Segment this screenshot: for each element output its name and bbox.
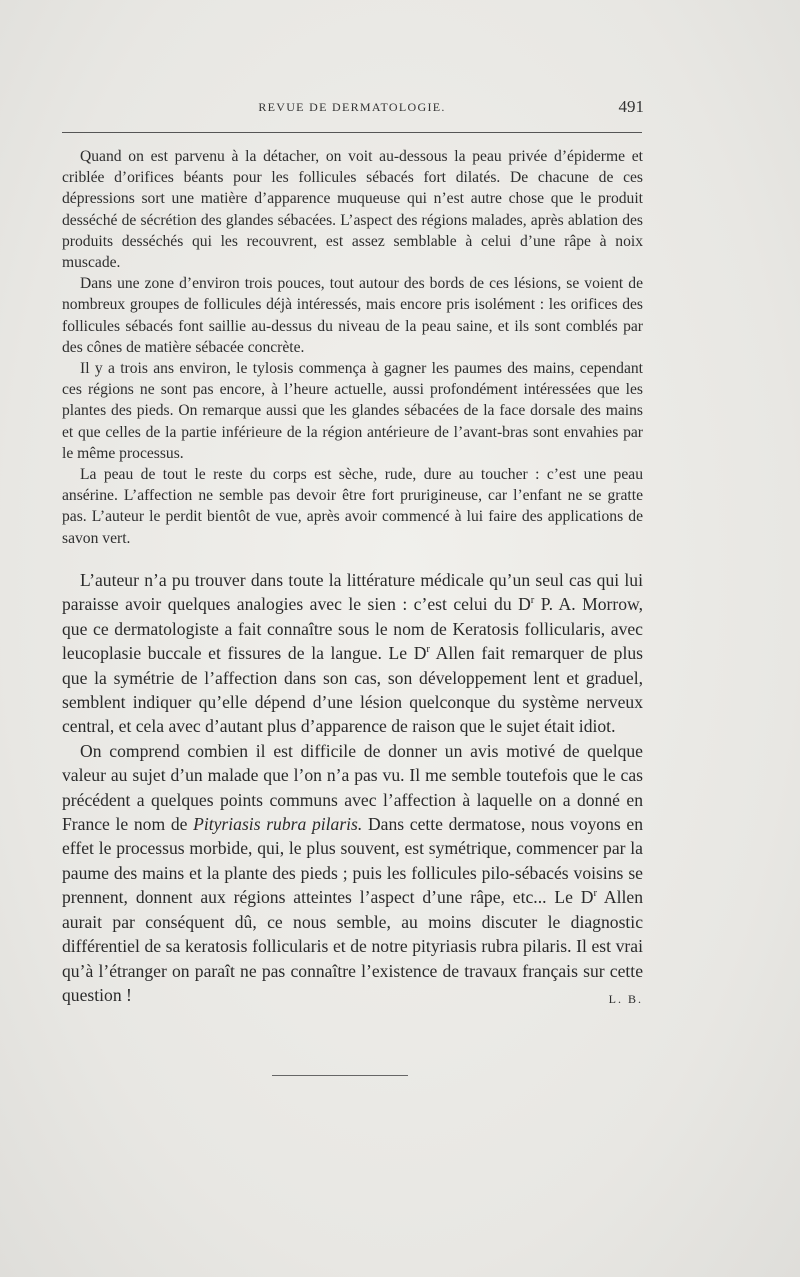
- page-header: [62, 97, 644, 124]
- author-signature: L. B.: [608, 991, 643, 1006]
- paragraph: Dans une zone d’environ trois pouces, tout autour des bords de ces lésions, se voient de nombreux groupes de follicules déjà intéressés, mais encore pris isolément : les orifices des follicules sébacés font saillie au-dessus du niveau de la peau saine, et ils sont comblés par des cônes de matière sébacée concrète.: [62, 275, 643, 356]
- text-run: On comprend combien il est difficile de donner un avis motivé de quelque valeur au sujet d’un malade que l’on n’a pas vu. Il me semble toutefois que le cas précédent a quelques points communs avec l’affection à laquelle on a donné en France le nom de: [62, 740, 643, 835]
- text-run: P. A. Morrow, que ce dermatologiste a fait connaître sous le nom de Keratosis follicularis, avec leucoplasie buccale et fissures de la langue. Le D: [62, 594, 643, 664]
- header-rule: [62, 132, 642, 133]
- paragraph: [62, 739, 643, 1007]
- text-run: L’auteur n’a pu trouver dans toute la littérature médicale qu’un seul cas qui lui paraisse avoir quelques analogies avec le sien : c’est celui du D: [62, 570, 643, 615]
- text-run: Allen fait remarquer de plus que la symétrie de l’affection dans son cas, son développement lent et graduel, semblent indiquer qu’elle dépend d’une lésion quelconque du système nerveux central, et cela avec d’autant plus d’apparence de raison que le sujet était idiot.: [62, 643, 643, 737]
- commentary: [62, 568, 643, 1011]
- superscript: r: [593, 888, 598, 900]
- end-rule: [272, 1075, 408, 1076]
- italic-term: Pityriasis rubra pilaris.: [193, 814, 363, 835]
- paragraph: [62, 568, 643, 739]
- superscript: r: [530, 595, 535, 607]
- text-run: Dans cette dermatose, nous voyons en effet le processus morbide, qui, le plus souvent, est symétrique, commencer par la paume des mains et la plante des pieds ; puis les follicules pilo-sébacés voisins se prennent, donnent aux régions atteintes l’aspect d’une râpe, etc... Le D: [62, 814, 643, 908]
- case-description: [62, 146, 643, 549]
- running-title: REVUE DE DERMATOLOGIE.: [258, 100, 446, 114]
- superscript: r: [426, 644, 430, 656]
- paragraph: La peau de tout le reste du corps est sèche, rude, dure au toucher : c’est une peau ansérine. L’affection ne semble pas devoir être fort prurigineuse, car l’enfant ne se gratte pas. L’auteur le perdit bientôt de vue, après avoir commencé à lui faire des applications de savon vert.: [62, 466, 643, 547]
- paragraph: Il y a trois ans environ, le tylosis commença à gagner les paumes des mains, cependant ces régions ne sont pas encore, à l’heure actuelle, aussi profondément intéressées que les plantes des pieds. On remarque aussi que les glandes sébacées de la face dorsale des mains et que celles de la partie inférieure de la région antérieure de l’avant-bras sont envahies par le même processus.: [62, 360, 643, 462]
- text-run: Allen aurait par conséquent dû, ce nous semble, au moins discuter le diagnostic différentiel de sa keratosis follicularis et de notre pityriasis rubra pilaris. Il est vrai qu’à l’étranger on paraît ne pas connaître l’existence de travaux français sur cette question !: [62, 887, 643, 1005]
- paragraph: Quand on est parvenu à la détacher, on voit au-dessous la peau privée d’épiderme et criblée d’orifices béants pour les follicules sébacés fort dilatés. De chacune de ces dépressions sort une matière d’apparence muqueuse qui n’est autre chose que le produit desséché de sécrétion des glandes sébacées. L’aspect des régions malades, après ablation des produits desséchés qui les recouvrent, est assez semblable à celui d’une râpe à noix muscade.: [62, 148, 643, 272]
- page-number: 491: [618, 97, 644, 116]
